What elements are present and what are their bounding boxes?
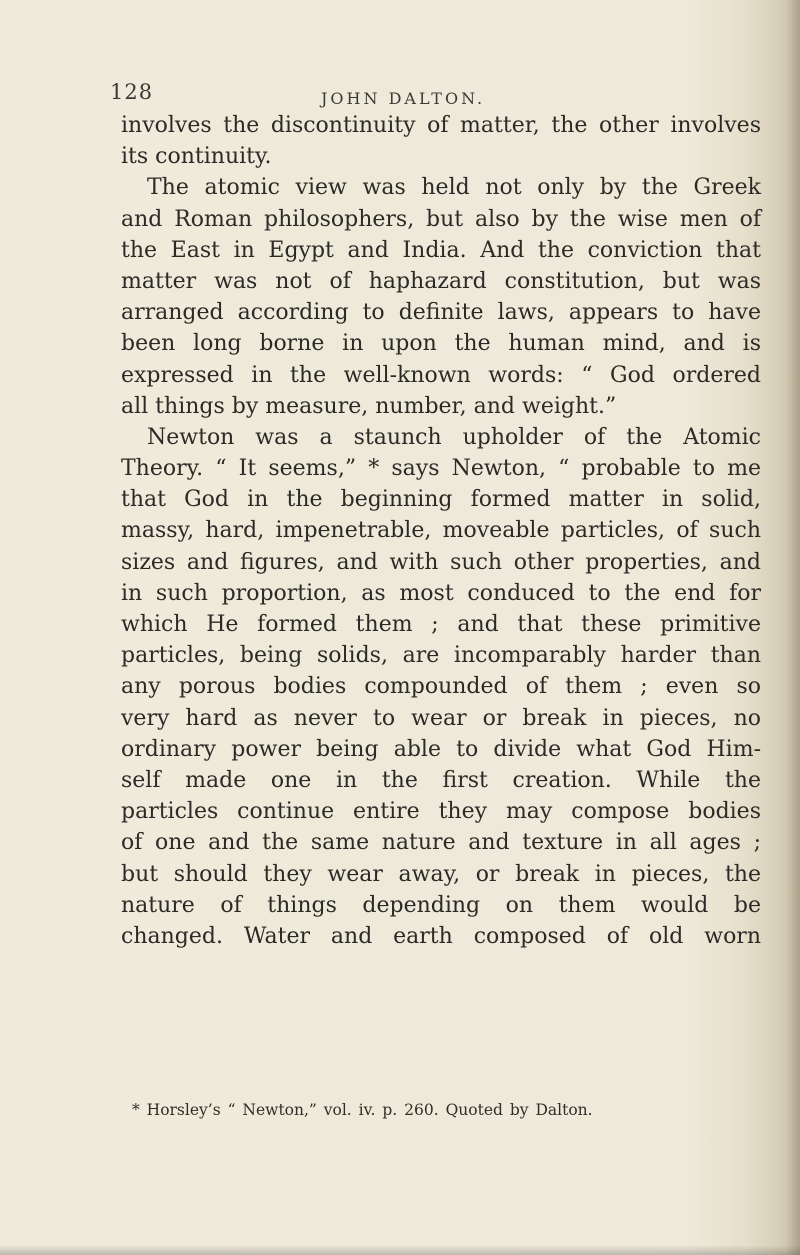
text-line: Theory. “ It seems,” * says Newton, “ probable to me: [121, 456, 761, 482]
text-line: of one and the same nature and texture in all ages ;: [121, 830, 761, 856]
text-line: particles continue entire they may compose bodies: [121, 799, 761, 825]
text-line: The atomic view was held not only by the Greek: [147, 175, 761, 201]
text-line: but should they wear away, or break in pieces, the: [121, 861, 761, 887]
text-line: particles, being solids, are incomparably harder than: [121, 643, 761, 669]
running-title: JOHN DALTON.: [321, 89, 486, 108]
page-spine-shadow: [786, 0, 800, 1255]
text-line: very hard as never to wear or break in pieces, no: [121, 705, 761, 731]
text-line: arranged according to definite laws, appears to have: [121, 300, 761, 326]
text-line: the East in Egypt and India. And the conviction that: [121, 237, 761, 263]
text-line: been long borne in upon the human mind, and is: [121, 331, 761, 357]
text-line: sizes and figures, and with such other properties, and: [121, 549, 761, 575]
text-line: massy, hard, impenetrable, moveable particles, of such: [121, 518, 761, 544]
text-line: ordinary power being able to divide what God Him-: [121, 736, 761, 762]
text-line: its continuity.: [121, 144, 272, 170]
body-text: [121, 110, 761, 952]
text-line: matter was not of haphazard constitution, but was: [121, 268, 761, 294]
text-line: any porous bodies compounded of them ; even so: [121, 674, 761, 700]
text-line: which He formed them ; and that these primitive: [121, 612, 761, 637]
text-line: all things by measure, number, and weight.”: [121, 393, 617, 419]
page-number: 128: [110, 80, 154, 104]
text-line: nature of things depending on them would be: [121, 892, 761, 918]
text-line: changed. Water and earth composed of old worn: [121, 923, 761, 949]
text-line: involves the discontinuity of matter, the other involves: [121, 113, 761, 138]
text-line: and Roman philosophers, but also by the wise men of: [121, 206, 761, 232]
text-line: self made one in the first creation. While the: [121, 767, 761, 793]
text-line: in such proportion, as most conduced to the end for: [121, 580, 761, 606]
text-line: that God in the beginning formed matter in solid,: [121, 487, 761, 513]
footnote: * Horsley’s “ Newton,” vol. iv. p. 260. Quoted by Dalton.: [132, 1101, 593, 1119]
text-line: Newton was a staunch upholder of the Atomic: [147, 424, 761, 450]
page-bottom-edge: [0, 1245, 800, 1255]
text-line: expressed in the well-known words: “ God ordered: [121, 362, 761, 388]
